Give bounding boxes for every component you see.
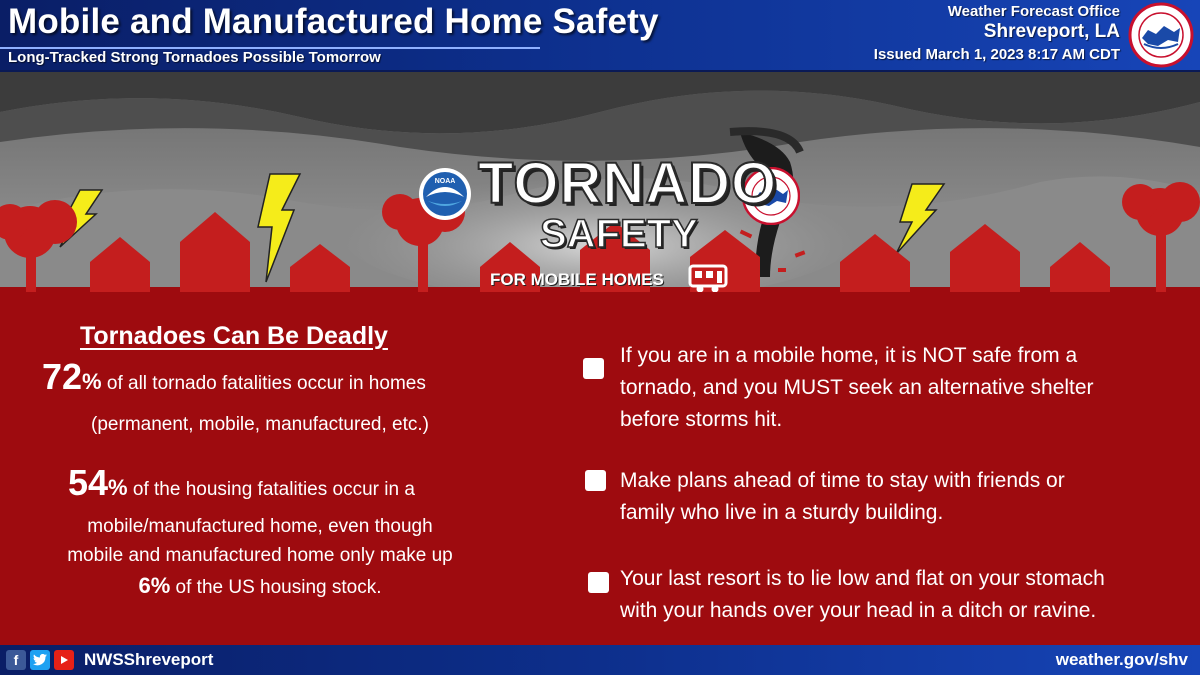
safety-tip-2 xyxy=(620,465,1065,529)
facebook-icon[interactable]: f xyxy=(6,650,26,670)
stat-text-continued: mobile and manufactured home only make up xyxy=(67,545,453,566)
safety-tip-3 xyxy=(620,563,1105,627)
tip-line: family who live in a sturdy building. xyxy=(620,501,944,524)
header-bar xyxy=(0,0,1200,72)
stat-text: of all tornado fatalities occur in homes xyxy=(101,373,426,394)
tip-line: before storms hit. xyxy=(620,408,783,431)
stat-value: 54 xyxy=(68,462,109,503)
website-link[interactable]: weather.gov/shv xyxy=(1055,650,1188,669)
banner-title: TORNADO xyxy=(478,151,778,216)
office-location: Shreveport, LA xyxy=(983,21,1120,42)
footer-bar xyxy=(0,645,1200,675)
page-title: Mobile and Manufactured Home Safety xyxy=(8,2,659,41)
twitter-icon[interactable] xyxy=(30,650,50,670)
stat-value: 72 xyxy=(42,356,83,397)
stat-text: of the housing fatalities occur in a xyxy=(127,479,415,500)
stat-value: 6% xyxy=(138,573,171,598)
tip-line: If you are in a mobile home, it is NOT safe from a xyxy=(620,344,1078,367)
social-handle-link[interactable]: NWSShreveport xyxy=(84,650,214,669)
noaa-logo-icon xyxy=(418,167,472,221)
stat-unit: % xyxy=(82,369,102,394)
tip-line: Your last resort is to lie low and flat on your stomach xyxy=(620,567,1105,590)
social-links xyxy=(6,650,74,670)
checkbox-icon xyxy=(585,470,606,491)
banner-subtitle: SAFETY xyxy=(540,212,698,256)
safety-tip-1 xyxy=(620,340,1094,436)
svg-text:NOAA: NOAA xyxy=(434,178,456,185)
tip-line: Make plans ahead of time to stay with friends or xyxy=(620,469,1065,492)
stat-unit: % xyxy=(108,475,128,500)
stat-text-continued: mobile/manufactured home, even though xyxy=(87,516,433,537)
tip-line: tornado, and you MUST seek an alternative shelter xyxy=(620,376,1094,399)
banner-caption: FOR MOBILE HOMES xyxy=(490,270,664,289)
youtube-icon[interactable] xyxy=(54,650,74,670)
tip-line: with your hands over your head in a ditch or ravine. xyxy=(620,599,1097,622)
office-info xyxy=(874,3,1120,63)
checkbox-icon xyxy=(583,358,604,379)
office-name: Weather Forecast Office xyxy=(947,3,1120,20)
checkbox-icon xyxy=(588,572,609,593)
stat-housing-share xyxy=(40,571,480,603)
stat-mobile-fatalities xyxy=(68,462,415,505)
section-heading: Tornadoes Can Be Deadly xyxy=(80,322,388,350)
mobile-home-icon xyxy=(688,262,730,292)
stat-text-continued: (permanent, mobile, manufactured, etc.) xyxy=(91,414,429,435)
tornado-scene-illustration xyxy=(0,72,1200,292)
stat-home-fatalities xyxy=(42,356,426,399)
stat-text: of the US housing stock. xyxy=(170,577,382,598)
issued-timestamp: Issued March 1, 2023 8:17 AM CDT xyxy=(873,46,1120,63)
page-subtitle: Long-Tracked Strong Tornadoes Possible Tomorrow xyxy=(8,49,381,66)
nws-logo-icon xyxy=(1128,2,1194,68)
